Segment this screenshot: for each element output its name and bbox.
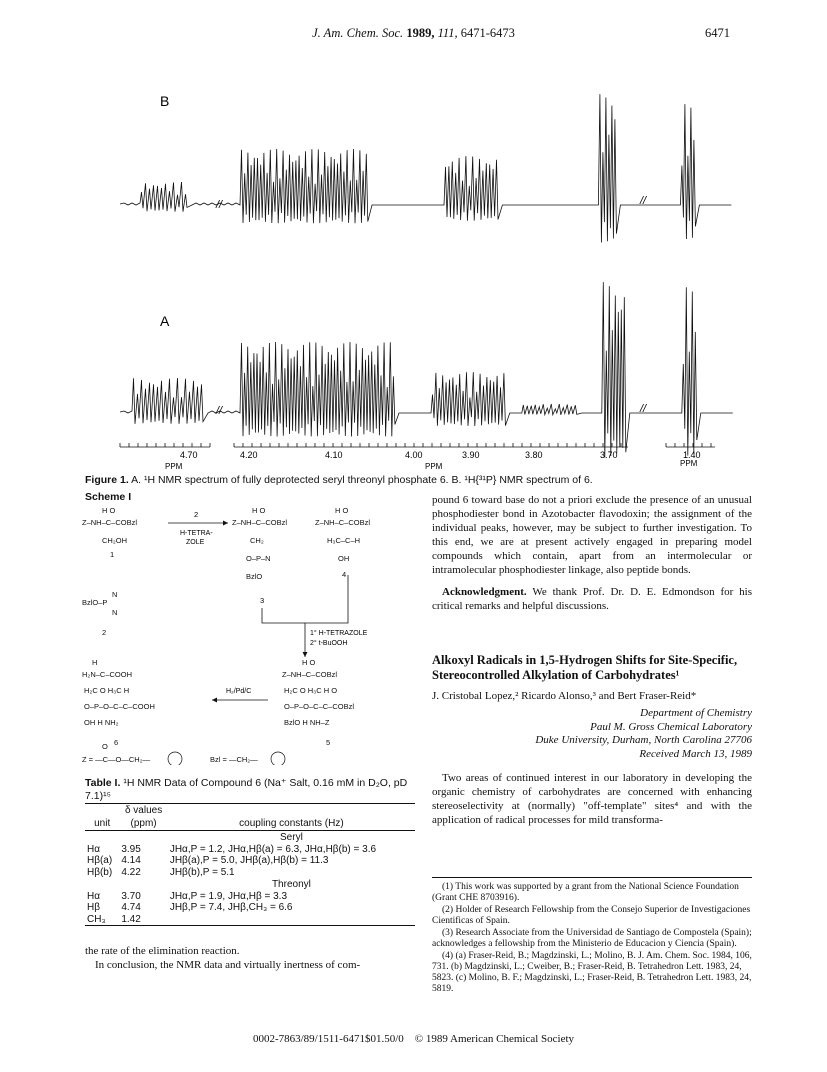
- affiliation-line: Paul M. Gross Chemical Laboratory: [590, 720, 752, 733]
- cell-unit: Hα: [87, 890, 101, 902]
- structure-1: [82, 506, 137, 559]
- structure-5: [282, 658, 354, 747]
- column-header: coupling constants (Hz): [168, 817, 415, 831]
- page-number: 6471: [705, 26, 730, 40]
- cell-coupling: JHβ(b),P = 5.1: [169, 866, 235, 878]
- svg-text:H O: H O: [335, 506, 349, 515]
- benzene-ring-icon: [168, 752, 182, 765]
- svg-text:H₂C O H₃C H O: H₂C O H₃C H O: [284, 686, 338, 695]
- journal-name: J. Am. Chem. Soc.: [312, 26, 404, 40]
- table-row: [85, 914, 415, 926]
- cell-coupling: JHβ(a),P = 5.0, JHβ(a),Hβ(b) = 11.3: [169, 855, 329, 866]
- svg-text:H₃C–C–H: H₃C–C–H: [327, 536, 361, 545]
- group-heading: Threonyl: [271, 879, 311, 890]
- reagent-label: 1° H-TETRAZOLE: [310, 630, 368, 637]
- reaction-arrow-h2: [212, 698, 268, 703]
- axis-unit: PPM: [425, 462, 443, 471]
- reagent-label: ZOLE: [186, 539, 205, 546]
- svg-text:Z–NH–C–COBzl: Z–NH–C–COBzl: [232, 518, 288, 527]
- cell-unit: Hβ: [87, 902, 100, 913]
- break-mark: //: [216, 199, 223, 211]
- svg-text:BzlO–P: BzlO–P: [82, 598, 108, 607]
- z-definition: Z = —C—O—CH₂—: [82, 755, 151, 764]
- svg-text:H₂C O H₃C H: H₂C O H₃C H: [84, 686, 130, 695]
- figure-caption: [85, 474, 745, 486]
- trace-b-label: B: [160, 93, 170, 109]
- article-code: 0002-7863/89/1511-6471$01.50/0: [252, 1033, 404, 1045]
- protecting-group-definitions: [82, 742, 285, 765]
- reagent-label: 2° t-BuOOH: [310, 640, 348, 647]
- footnote: (1) This work was supported by a grant from the National Science Foundation (Grant CHE 8703916).: [432, 882, 739, 903]
- affiliation-line: Department of Chemistry: [640, 707, 752, 719]
- table-caption-text: ¹H NMR Data of Compound 6 (Na⁺ Salt, 0.16 mM in D₂O, pD 7.1)¹⁵: [85, 777, 408, 802]
- structure-2: [82, 590, 117, 637]
- copyright: © 1989 American Chemical Society: [414, 1033, 575, 1045]
- journal-pages: 6471-6473: [460, 26, 515, 40]
- axis-tick-label: 4.00: [405, 450, 423, 460]
- paragraph: Two areas of continued interest in our laboratory in developing the organic chemistry of carbohydrates are concerned with enhancing stereoselectivity at (normally) "off-template" sites⁴ and with the application of radical processes for mild transforma-: [432, 772, 752, 826]
- reagent-label: 2: [194, 510, 199, 519]
- axis-tick-label: 3.80: [525, 450, 543, 460]
- reagent-label: H₂/Pd/C: [226, 688, 252, 695]
- article-authors: J. Cristobal Lopez,² Ricardo Alonso,³ and Bert Fraser-Reid*: [432, 690, 697, 702]
- cell-delta: 4.74: [121, 902, 141, 913]
- cell-delta: 3.70: [121, 890, 141, 902]
- axis-tick-label: 3.90: [462, 450, 480, 460]
- received-date: Received March 13, 1989: [639, 747, 752, 760]
- svg-text:H: H: [92, 658, 98, 667]
- benzene-ring-icon: [271, 752, 285, 765]
- trace-a-label: A: [160, 313, 170, 329]
- cell-delta: 4.22: [121, 866, 141, 878]
- table-row: [85, 844, 415, 856]
- axis-unit: PPM: [165, 462, 183, 471]
- svg-text:O–P–O–C–C–COBzl: O–P–O–C–C–COBzl: [284, 702, 355, 711]
- footnote: (2) Holder of Research Fellowship from the Consejo Superior de Investigaciones Cientificas of Spain.: [432, 905, 751, 926]
- cell-unit: Hα: [87, 843, 101, 855]
- left-column-text: [85, 944, 415, 972]
- compound-number: 6: [114, 738, 119, 747]
- journal-volume: 111,: [437, 26, 458, 40]
- cell-coupling: JHα,P = 1.9, JHα,Hβ = 3.3: [169, 890, 288, 902]
- scheme-title: Scheme I: [85, 491, 132, 503]
- axis-tick-label: 1.40: [683, 450, 701, 460]
- bzl-definition: Bzl = —CH₂—: [210, 755, 258, 764]
- page-footer: [0, 1033, 827, 1045]
- svg-text:CH₂: CH₂: [250, 536, 264, 545]
- article-title: Alkoxyl Radicals in 1,5-Hydrogen Shifts for Site-Specific, Stereocontrolled Alkylation of Carbohydrates¹: [432, 653, 738, 682]
- compound-number: 4: [342, 570, 347, 579]
- axis-tick-label: 3.70: [600, 450, 618, 460]
- acknowledgment: [432, 585, 752, 613]
- affiliation-line: Duke University, Durham, North Carolina 27706: [535, 734, 752, 746]
- cell-delta: 3.95: [121, 843, 141, 855]
- nmr-data-table: [85, 803, 415, 926]
- svg-text:N: N: [112, 590, 118, 599]
- nmr-spectrum-figure: [100, 44, 740, 474]
- table-row: [85, 855, 415, 867]
- running-header: [0, 26, 827, 41]
- svg-text:Z–NH–C–COBzl: Z–NH–C–COBzl: [315, 518, 371, 527]
- svg-text:O–P–N: O–P–N: [246, 554, 271, 563]
- svg-text:OH H NH₂: OH H NH₂: [84, 718, 119, 727]
- column-header: unit: [85, 817, 119, 831]
- group-heading: Seryl: [280, 832, 303, 843]
- svg-text:N: N: [112, 608, 118, 617]
- axis-tick-label: 4.10: [325, 450, 343, 460]
- table-row: [85, 891, 415, 903]
- reaction-arrow-1: [168, 521, 228, 526]
- axis-unit: PPM: [680, 459, 698, 468]
- paragraph: In conclusion, the NMR data and virtually inertness of com-: [95, 959, 361, 971]
- svg-text:H O: H O: [302, 658, 316, 667]
- reagent-label: H-TETRA-: [180, 530, 213, 537]
- structure-6: [82, 658, 155, 747]
- axis-tick-label: 4.20: [240, 450, 258, 460]
- svg-text:BzlO: BzlO: [246, 572, 263, 581]
- acknowledgment-label: Acknowledgment.: [442, 586, 527, 598]
- cell-delta: 4.14: [121, 855, 141, 866]
- journal-year: 1989,: [406, 26, 435, 40]
- column-header: δ values: [124, 805, 163, 816]
- svg-text:Z–NH–C–COBzl: Z–NH–C–COBzl: [82, 518, 138, 527]
- break-mark: //: [640, 403, 647, 415]
- acknowledgment-text: We thank Prof. Dr. D. E. Edmondson for his critical remarks and helpful discussions.: [432, 586, 752, 612]
- svg-text:OH: OH: [338, 554, 350, 563]
- table-row: [85, 902, 415, 914]
- svg-text:O: O: [102, 742, 108, 751]
- svg-text:H O: H O: [102, 506, 116, 515]
- compound-number: 3: [260, 596, 265, 605]
- axis-tick-label: 4.70: [180, 450, 198, 460]
- paragraph: the rate of the elimination reaction.: [85, 945, 240, 957]
- cell-unit: Hβ(a): [87, 855, 113, 866]
- table-caption-label: Table I.: [85, 777, 121, 789]
- scheme-diagram: [80, 505, 410, 765]
- cell-coupling: JHα,P = 1.2, JHα,Hβ(a) = 6.3, JHα,Hβ(b) = 3.6: [169, 843, 377, 855]
- compound-number: 5: [326, 738, 331, 747]
- structure-4: [315, 506, 370, 579]
- compound-number: 2: [102, 628, 107, 637]
- svg-text:Z–NH–C–COBzl: Z–NH–C–COBzl: [282, 670, 338, 679]
- svg-text:H O: H O: [252, 506, 266, 515]
- break-mark: //: [216, 405, 223, 417]
- svg-text:CH₂OH: CH₂OH: [102, 536, 127, 545]
- figure-caption-label: Figure 1.: [85, 474, 129, 486]
- trace-b: [120, 94, 731, 242]
- table-row: [85, 867, 415, 879]
- svg-text:H₂N–C–COOH: H₂N–C–COOH: [82, 670, 133, 679]
- compound-number: 1: [110, 550, 115, 559]
- paragraph: pound 6 toward base do not a priori exclude the presence of an unusual phosphodiester bond in Azotobacter flavodoxin; the assignment of the individual peaks, however, may be subject to further investigation. To this end, we are at present actively engaged in preparing model compounds which contain, apart from an intermolecular or intramolecular phosphodiester linkage, also peptide bonds.: [432, 494, 752, 576]
- cell-unit: Hβ(b): [87, 866, 113, 878]
- footnotes: [432, 877, 752, 996]
- cell-unit: CH₃: [87, 913, 106, 925]
- footnote: (3) Research Associate from the Universidad de Santiago de Compostela (Spain); acknowledges a fellowship from the Ministerio de Educacion y Ciencia (Spain).: [432, 928, 752, 949]
- trace-a: [120, 282, 733, 457]
- column-header: (ppm): [119, 817, 168, 831]
- cell-delta: 1.42: [121, 913, 141, 925]
- cell-coupling: JHβ,P = 7.4, JHβ,CH₃ = 6.6: [169, 902, 293, 913]
- table-caption: [85, 777, 415, 803]
- svg-text:O–P–O–C–C–COOH: O–P–O–C–C–COOH: [84, 702, 155, 711]
- right-column: [432, 493, 752, 827]
- cell-coupling: [168, 914, 415, 926]
- figure-caption-text: A. ¹H NMR spectrum of fully deprotected seryl threonyl phosphate 6. B. ¹H{³¹P} NMR spectrum of 6.: [131, 474, 593, 486]
- break-mark: //: [640, 195, 647, 207]
- structure-intermediate: [232, 506, 287, 581]
- svg-text:BzlO H NH–Z: BzlO H NH–Z: [284, 718, 330, 727]
- footnote: (4) (a) Fraser-Reid, B.; Magdzinski, L.; Molino, B. J. Am. Chem. Soc. 1984, 106, 731. (b) Magdzinski, L.; Cweiber, B.; Fraser-Reid, B. Tetrahedron Lett. 1983, 24, 5823. (c) Molino, B. F.; Magdzinski, L.; Fraser-Reid, B. Tetrahedron Lett. 1983, 24, 5819.: [432, 951, 752, 994]
- affiliation: [432, 707, 752, 761]
